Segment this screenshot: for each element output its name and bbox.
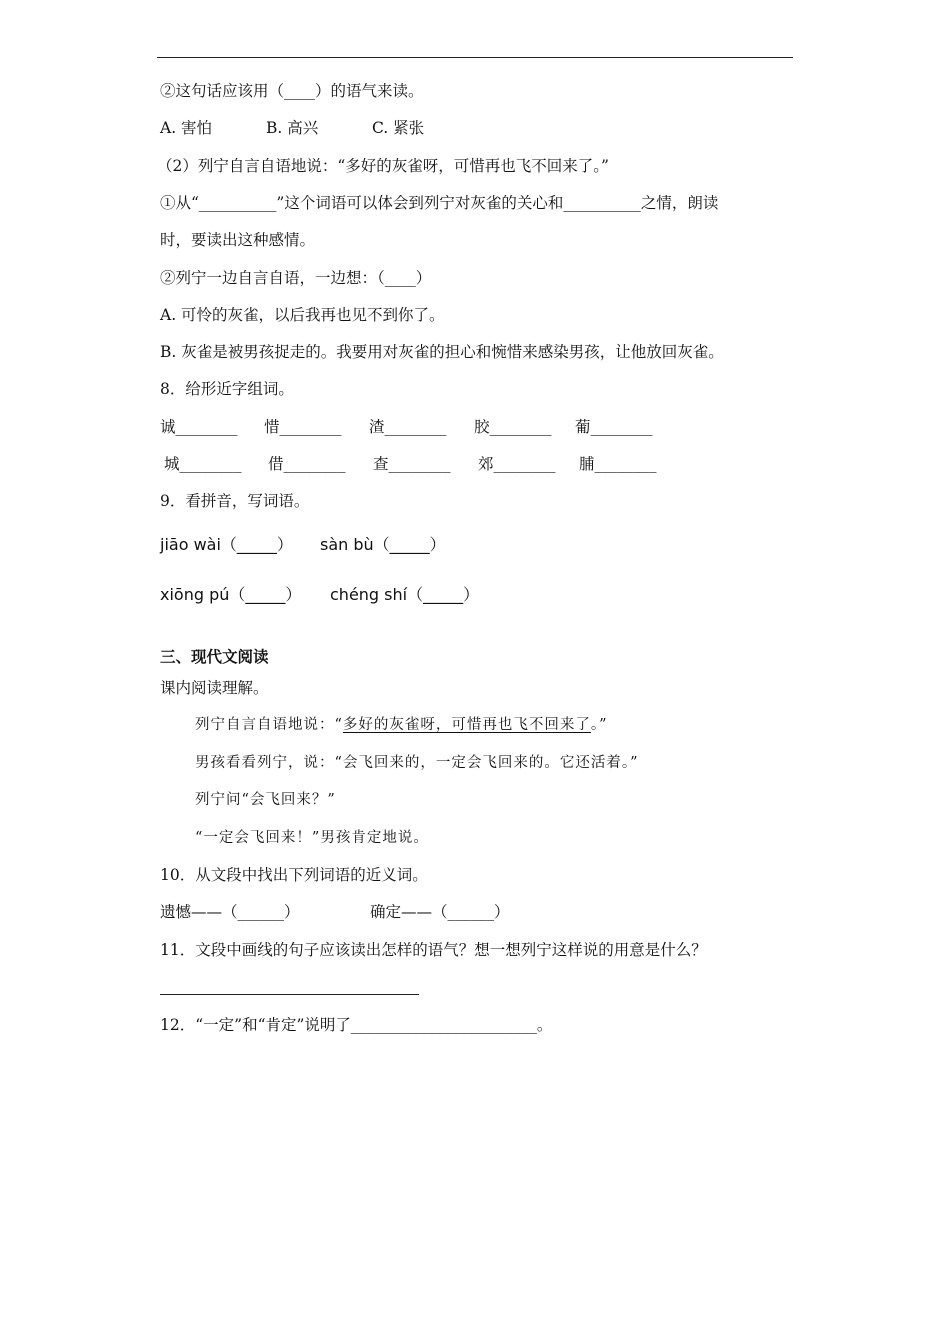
q9-title: 9．看拼音，写词语。: [160, 492, 310, 510]
q7-sub1-question2: ②这句话应该用（____）的语气来读。: [160, 82, 424, 100]
q7-sub2-question2: ②列宁一边自言自语，一边想：（____）: [160, 269, 432, 287]
q8-row1-item: 渣________: [369, 418, 447, 436]
q7-sub2-quote: （2）列宁自言自语地说：“多好的灰雀呀，可惜再也飞不回来了。”: [157, 157, 609, 175]
q10-title: 10．从文段中找出下列词语的近义词。: [160, 866, 428, 884]
underlined-sentence: 多好的灰雀呀，可惜再也飞不回来了: [342, 717, 591, 733]
q8-row1-item: 诚________: [160, 418, 238, 436]
passage-line: [195, 714, 608, 736]
q8-row1-item: 葡________: [575, 418, 653, 436]
q11-answer-line: [160, 994, 419, 995]
q8-row2-item: 脯________: [579, 455, 657, 473]
q11-title: 11．文段中画线的句子应该读出怎样的语气？想一想列宁这样说的用意是什么？: [160, 941, 707, 959]
passage-text: 列宁自言自语地说：“: [195, 717, 343, 733]
q8-row1-item: 胶________: [474, 418, 552, 436]
q12-text: 12．“一定”和“肯定”说明了________________________。: [160, 1016, 553, 1034]
header-rule: [157, 57, 793, 58]
passage-line: 列宁问“会飞回来？”: [195, 792, 336, 808]
q8-row2-item: 查________: [373, 455, 451, 473]
q9-pinyin-item: sàn bù（_____）: [320, 535, 446, 554]
q8-row1-item: 惜________: [264, 418, 342, 436]
section-heading: 三、现代文阅读: [160, 648, 269, 666]
passage-text: 。”: [590, 717, 608, 733]
q9-pinyin-item: xiōng pú（_____）: [160, 585, 302, 604]
passage-line: 男孩看看列宁，说：“会飞回来的，一定会飞回来的。它还活着。”: [195, 755, 639, 771]
q7-sub2-question1-cont: 时，要读出这种感情。: [160, 231, 316, 249]
q9-pinyin-item: chéng shí（_____）: [330, 585, 480, 604]
option-b: B. 高兴: [266, 119, 319, 137]
section-intro: 课内阅读理解。: [160, 679, 269, 697]
q10-item: 确定——（______）: [370, 903, 510, 921]
q8-row2-item: 借________: [268, 455, 346, 473]
option-a: A. 害怕: [160, 119, 213, 137]
q10-item: 遗憾——（______）: [160, 903, 300, 921]
option-c: C. 紧张: [372, 119, 425, 137]
q7-sub2-question1: ①从“__________”这个词语可以体会到列宁对灰雀的关心和__________之情，朗读: [160, 194, 719, 212]
q8-row2-item: 城________: [164, 455, 242, 473]
q7-sub2-option-a: A. 可怜的灰雀，以后我再也见不到你了。: [160, 306, 445, 324]
q8-title: 8．给形近字组词。: [160, 380, 294, 398]
q9-pinyin-item: jiāo wài（_____）: [160, 535, 293, 554]
q7-sub2-option-b: B. 灰雀是被男孩捉走的。我要用对灰雀的担心和惋惜来感染男孩，让他放回灰雀。: [160, 343, 724, 361]
q8-row2-item: 郊________: [478, 455, 556, 473]
passage-line: “一定会飞回来！”男孩肯定地说。: [195, 830, 429, 846]
